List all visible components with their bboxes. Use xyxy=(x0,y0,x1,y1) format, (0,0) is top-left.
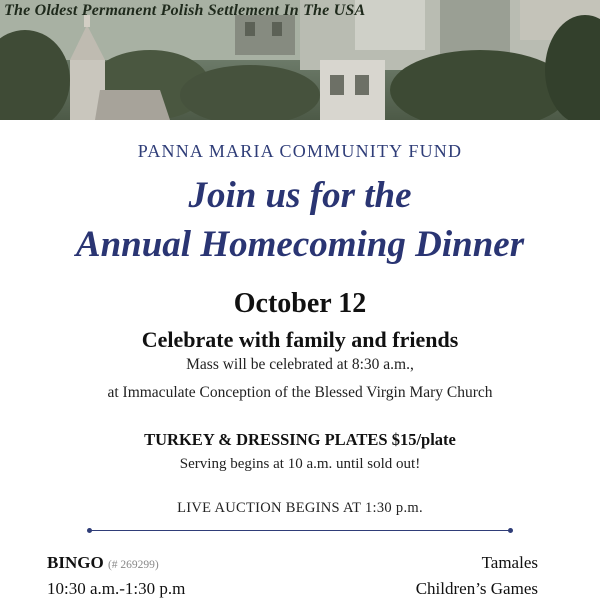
subheading: Celebrate with family and friends xyxy=(141,327,459,352)
mass-time-text: Mass will be celebrated at 8:30 a.m., xyxy=(186,356,414,373)
divider xyxy=(90,530,510,531)
bingo-heading xyxy=(47,553,159,573)
headline-line-2: Annual Homecoming Dinner xyxy=(75,224,525,265)
activity-tamales: Tamales xyxy=(481,553,538,572)
serving-text: Serving begins at 10 a.m. until sold out! xyxy=(179,456,421,472)
bingo-label: BINGO xyxy=(47,553,104,572)
bingo-license: (# 269299) xyxy=(107,559,159,571)
banner-tagline: The Oldest Permanent Polish Settlement In The USA xyxy=(4,2,366,19)
bingo-time: 10:30 a.m.-1:30 p.m xyxy=(47,579,186,598)
activity-childrens-games: Children’s Games xyxy=(415,579,538,598)
plates-price: TURKEY & DRESSING PLATES $15/plate xyxy=(144,430,456,449)
auction-text: LIVE AUCTION BEGINS AT 1:30 p.m. xyxy=(177,500,423,516)
header-banner xyxy=(0,0,600,120)
headline-line-1: Join us for the xyxy=(188,175,412,216)
organization-name: PANNA MARIA COMMUNITY FUND xyxy=(137,141,463,161)
event-date: October 12 xyxy=(233,288,367,319)
mass-location-text: at Immaculate Conception of the Blessed Virgin Mary Church xyxy=(107,384,493,401)
